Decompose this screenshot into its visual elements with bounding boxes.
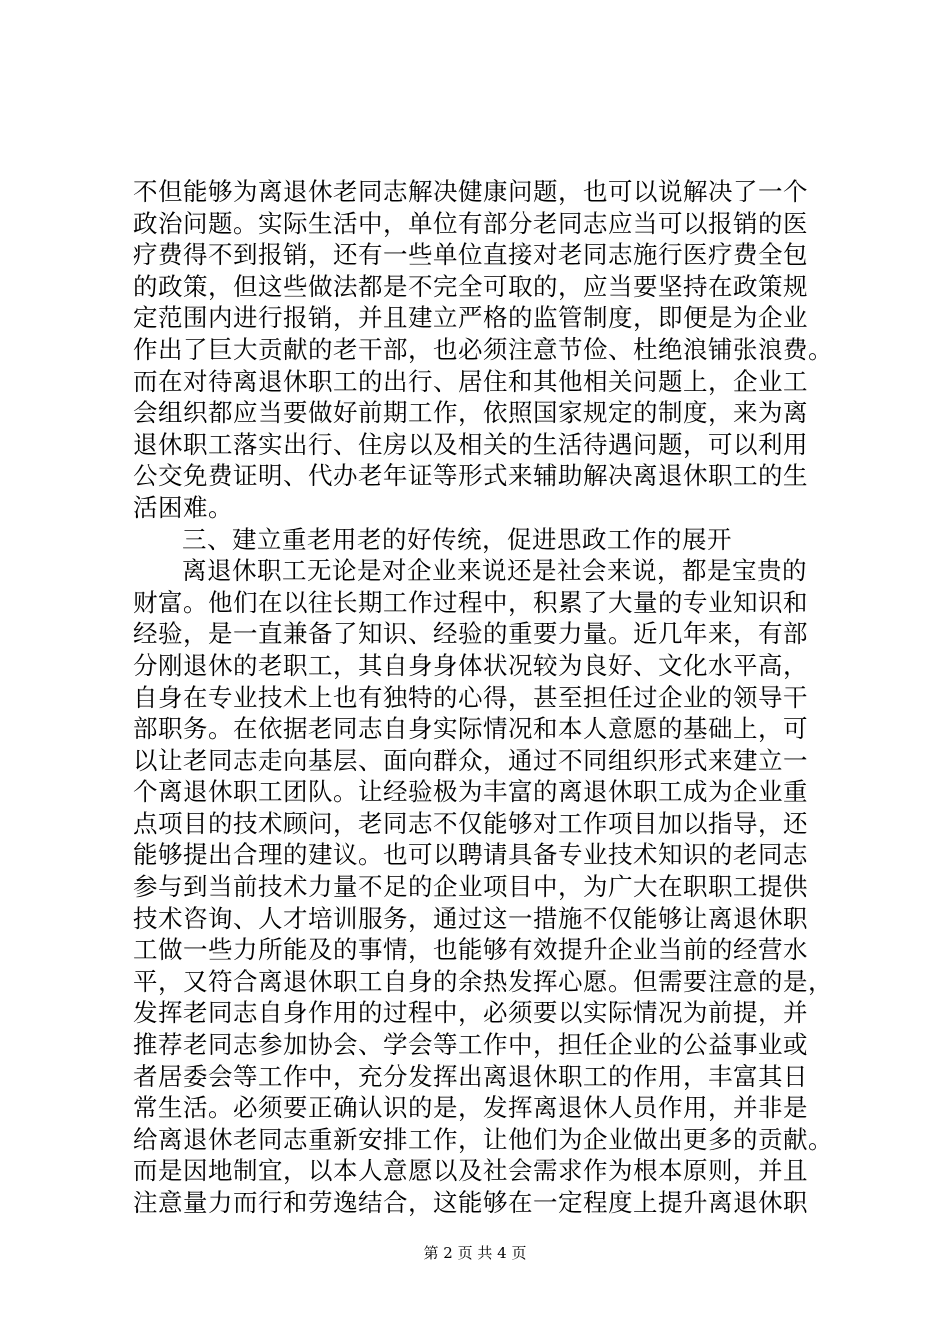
text-line: 三、建立重老用老的好传统，促进思政工作的展开: [182, 524, 732, 554]
text-line: 平，又符合离退休职工自身的余热发挥心愿。但需要注意的是，: [133, 966, 833, 996]
text-line: 点项目的技术顾问，老同志不仅能够对工作项目加以指导，还: [133, 808, 808, 838]
text-line: 常生活。必须要正确认识的是，发挥离退休人员作用，并非是: [133, 1093, 808, 1123]
text-line: 给离退休老同志重新安排工作，让他们为企业做出更多的贡献。: [133, 1124, 833, 1154]
page-footer: 第 2 页 共 4 页: [423, 1244, 527, 1262]
text-line: 参与到当前技术力量不足的企业项目中，为广大在职职工提供: [133, 872, 808, 902]
text-line: 发挥老同志自身作用的过程中，必须要以实际情况为前提，并: [133, 998, 808, 1028]
text-line: 不但能够为离退休老同志解决健康问题，也可以说解决了一个: [133, 177, 808, 206]
text-line: 财富。他们在以往长期工作过程中，积累了大量的专业知识和: [133, 587, 808, 617]
text-line: 工做一些力所能及的事情，也能够有效提升企业当前的经营水: [133, 935, 808, 965]
text-line: 推荐老同志参加协会、学会等工作中，担任企业的公益事业或: [133, 1030, 808, 1060]
text-line: 而是因地制宜，以本人意愿以及社会需求作为根本原则，并且: [133, 1156, 808, 1186]
text-line: 会组织都应当要做好前期工作，依照国家规定的制度，来为离: [133, 398, 808, 428]
text-line: 者居委会等工作中，充分发挥出离退休职工的作用，丰富其日: [133, 1061, 808, 1091]
text-line: 分刚退休的老职工，其自身身体状况较为良好、文化水平高，: [133, 650, 808, 680]
text-line: 的政策，但这些做法都是不完全可取的，应当要坚持在政策规: [133, 271, 808, 301]
text-line: 定范围内进行报销，并且建立严格的监管制度，即便是为企业: [133, 303, 808, 333]
body-text: [133, 176, 833, 1219]
text-line: 经验，是一直兼备了知识、经验的重要力量。近几年来，有部: [133, 619, 808, 649]
text-line: 离退休职工无论是对企业来说还是社会来说，都是宝贵的: [182, 556, 807, 586]
text-line: 个离退休职工团队。让经验极为丰富的离退休职工成为企业重: [133, 777, 808, 807]
text-line: 而在对待离退休职工的出行、居住和其他相关问题上，企业工: [133, 366, 808, 396]
text-line: 注意量力而行和劳逸结合，这能够在一定程度上提升离退休职: [133, 1188, 808, 1217]
text-line: 能够提出合理的建议。也可以聘请具备专业技术知识的老同志: [133, 840, 808, 870]
text-line: 部职务。在依据老同志自身实际情况和本人意愿的基础上，可: [133, 714, 808, 744]
text-line: 公交免费证明、代办老年证等形式来辅助解决离退休职工的生: [133, 461, 808, 491]
text-line: 作出了巨大贡献的老干部，也必须注意节俭、杜绝浪铺张浪费。: [133, 334, 833, 364]
text-line: 以让老同志走向基层、面向群众，通过不同组织形式来建立一: [133, 745, 808, 775]
text-line: 自身在专业技术上也有独特的心得，甚至担任过企业的领导干: [133, 682, 808, 712]
text-line: 技术咨询、人才培训服务，通过这一措施不仅能够让离退休职: [133, 903, 808, 933]
text-line: 活困难。: [133, 492, 233, 522]
text-line: 政治问题。实际生活中，单位有部分老同志应当可以报销的医: [133, 208, 808, 238]
text-line: 退休职工落实出行、住房以及相关的生活待遇问题，可以利用: [133, 429, 808, 459]
text-line: 疗费得不到报销，还有一些单位直接对老同志施行医疗费全包: [133, 240, 808, 270]
